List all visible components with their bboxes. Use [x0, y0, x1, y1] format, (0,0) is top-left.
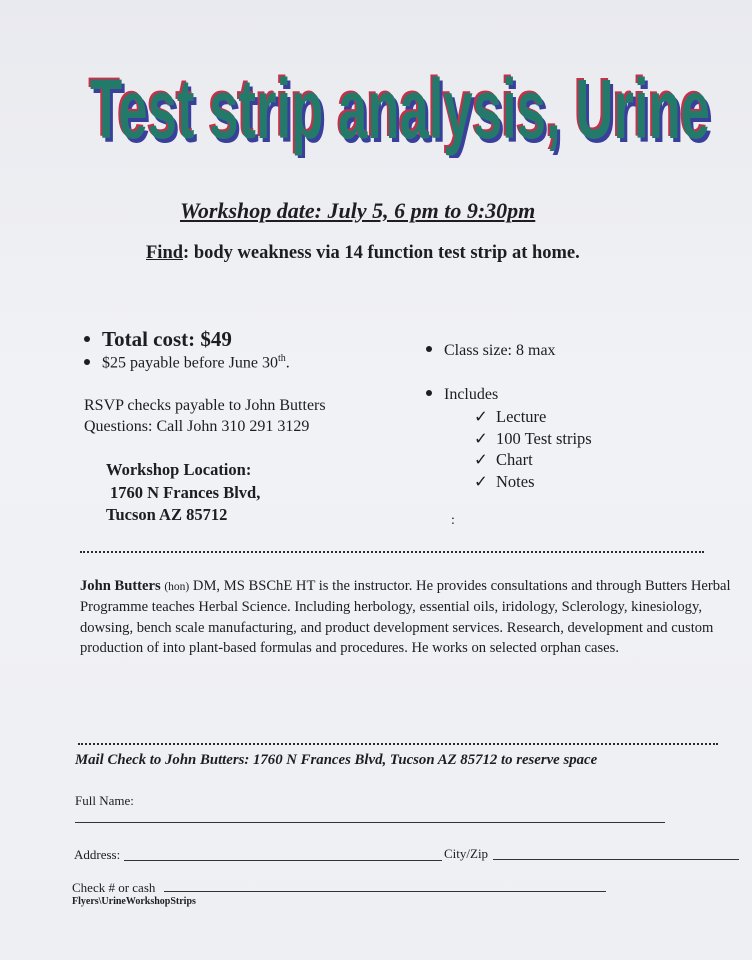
location-heading: Workshop Location:: [106, 460, 252, 479]
find-text: : body weakness via 14 function test strip at home.: [183, 243, 580, 263]
checkmark-icon: ✓: [474, 450, 488, 469]
checkmark-icon: ✓: [474, 471, 488, 491]
workshop-date: Workshop date: July 5, 6 pm to 9:30pm: [180, 198, 536, 223]
class-size-item: [426, 342, 556, 360]
location-city: Tucson AZ 85712: [106, 505, 228, 524]
rsvp-line: RSVP checks payable to John Butters: [84, 397, 326, 414]
includes-item-label: 100 Test strips: [496, 428, 592, 448]
includes-list-item: [474, 428, 592, 450]
payable-sup: th: [277, 353, 286, 364]
rsvp-block: [84, 396, 326, 437]
full-name-field[interactable]: [75, 822, 665, 823]
location-street: 1760 N Frances Blvd,: [110, 482, 261, 502]
find-label: Find: [146, 243, 184, 263]
includes-list-item: [474, 471, 592, 493]
bullet-dot: [426, 390, 432, 396]
footer-file-path: Flyers\UrineWorkshopStrips: [72, 896, 196, 907]
bullet-dot: [84, 359, 90, 365]
mail-instruction: Mail Check to John Butters: 1760 N Frances Blvd, Tucson AZ 85712 to reserve space: [75, 752, 598, 768]
checkmark-icon: ✓: [474, 428, 488, 448]
includes-label: Includes: [444, 386, 499, 403]
check-or-cash-label: Check # or cash: [72, 880, 156, 895]
includes-item-label: Notes: [496, 471, 535, 491]
payable-item: [84, 353, 290, 372]
title-shadow-red: Test strip analysis, Urine: [88, 60, 708, 154]
bullet-dot: [84, 336, 90, 342]
payable-suffix: .: [285, 354, 290, 372]
class-size: Class size: 8 max: [444, 342, 556, 359]
bullet-dot: [426, 346, 432, 352]
checkmark-icon: ✓: [474, 407, 488, 426]
find-line: [146, 243, 580, 264]
full-name-label: Full Name:: [75, 793, 134, 808]
questions-line: Questions: Call John 310 291 3129: [84, 417, 310, 435]
dotted-divider: [78, 743, 718, 745]
title-shadow-blue: Test strip analysis, Urine: [93, 66, 713, 158]
check-or-cash-field[interactable]: [164, 891, 606, 892]
city-zip-field[interactable]: [493, 859, 739, 860]
includes-list: [474, 406, 592, 492]
payable-text: $25 payable before June 30: [102, 354, 278, 372]
workshop-location: [106, 459, 260, 527]
address-field[interactable]: [124, 860, 442, 861]
title-text: Test strip analysis, Urine: [90, 62, 710, 156]
instructor-hon: (hon): [164, 581, 190, 593]
instructor-bio-text: DM, MS BSChE HT is the instructor. He provides consultations and through Butters Herbal Programme teaches Herbal Science. Including herbology, essential oils, iridology, Sclerology, kinesiology, dowsing, bench scale manufacturing, and product development services. Research, development and custom production of into plant-based formulas and procedures. He works on selected orphan cases.: [80, 578, 731, 656]
flyer-title: [84, 38, 724, 158]
includes-item-label: Lecture: [496, 407, 547, 426]
dotted-divider: [80, 551, 704, 553]
instructor-name: John Butters: [80, 578, 161, 594]
title-wordart: [84, 38, 724, 158]
stray-colon: :: [451, 513, 455, 528]
total-cost: Total cost: $49: [102, 327, 232, 351]
includes-list-item: [474, 406, 592, 428]
address-label: Address:: [74, 847, 121, 862]
includes-list-item: [474, 449, 592, 471]
city-zip-label: City/Zip: [444, 846, 489, 861]
instructor-bio: [80, 576, 740, 658]
includes-item: [426, 386, 498, 404]
includes-item-label: Chart: [496, 450, 533, 469]
total-cost-item: [84, 327, 232, 352]
